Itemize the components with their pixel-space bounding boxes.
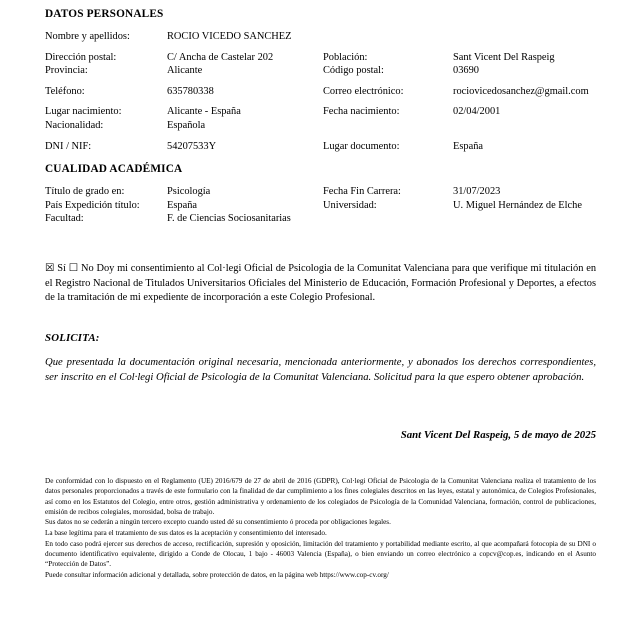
legal-paragraph: En todo caso podrá ejercer sus derechos de acceso, rectificación, supresión y oposición, limitación del tratamiento y portabilidad mediante escrito, al que acompañará fotocopia de su DNI o documento identificativo equivalente, dirigido a Conde de Olocau, 1 bajo - 46003 Valencia (España), o bien enviando un correo electrónico a copcv@cop.es, indicando en el Asunto “Protección de Datos”.: [45, 539, 596, 569]
field-label: Título de grado en:: [45, 186, 125, 198]
field-label: [323, 119, 453, 133]
field-label: Nacionalidad:: [45, 119, 104, 131]
field-label: [323, 212, 453, 226]
signature-date: Sant Vicent Del Raspeig, 5 de mayo de 2025: [400, 429, 596, 442]
field-value: Española: [167, 119, 206, 131]
field-row: [45, 30, 605, 44]
field-row: [45, 185, 605, 199]
consent-checkbox-no[interactable]: ☐: [68, 262, 79, 274]
field-row: [45, 85, 605, 99]
field-label: Población:: [323, 51, 368, 63]
field-label: Fecha nacimiento:: [323, 106, 400, 118]
section-heading-academic: CUALIDAD ACADÉMICA: [45, 163, 183, 176]
field-value: Sant Vicent Del Raspeig: [453, 51, 555, 63]
field-value: ROCIO VICEDO SANCHEZ: [167, 31, 292, 42]
consent-paragraph: [45, 262, 596, 306]
consent-label-yes-text: Sí: [57, 262, 66, 274]
field-value: U. Miguel Hernández de Elche: [453, 199, 582, 211]
field-label: Provincia:: [45, 65, 88, 77]
field-label: Lugar nacimiento:: [45, 106, 122, 118]
consent-text: Doy mi consentimiento al Col·legi Oficial de Psicologia de la Comunitat Valenciana para que verifique mi titulación en el Registro Nacional de Titulados Universitarios Oficiales del Ministerio de Educación, Formación Profesional y Deportes, a efectos de la tramitación de mi expediente de incorporación a este Colegio Profesional.: [45, 262, 597, 304]
legal-paragraph: Sus datos no se cederán a ningún tercero excepto cuando usted dé su consentimiento ó proceda por obligaciones legales.: [45, 518, 391, 527]
field-label: Dirección postal:: [45, 51, 117, 63]
field-value: rociovicedosanchez@gmail.com: [453, 85, 589, 97]
field-value: Alicante - España: [167, 106, 241, 118]
field-label: Teléfono:: [45, 85, 85, 97]
field-label: Facultad:: [45, 213, 84, 225]
academic-data-fields: [45, 185, 605, 226]
legal-fine-print: [45, 476, 596, 580]
field-label: DNI / NIF:: [45, 140, 92, 152]
field-label: Universidad:: [323, 199, 377, 211]
field-label: Lugar documento:: [323, 140, 400, 152]
legal-paragraph: Puede consultar información adicional y detallada, sobre protección de datos, en la página web https://www.cop-cv.org/: [45, 570, 389, 579]
field-row: [45, 119, 605, 133]
section-heading-personal: DATOS PERSONALES: [45, 8, 164, 20]
personal-data-fields: [45, 30, 605, 153]
field-label: Correo electrónico:: [323, 85, 404, 97]
field-row: [45, 51, 605, 65]
field-value: Alicante: [167, 65, 203, 77]
field-value: España: [167, 199, 198, 211]
field-value: 635780338: [167, 85, 214, 97]
field-row: [45, 199, 605, 213]
field-row: [45, 64, 605, 78]
consent-checkbox-yes[interactable]: ☒: [45, 262, 55, 274]
field-row: [45, 212, 605, 226]
field-row: [45, 105, 605, 119]
legal-paragraph: De conformidad con lo dispuesto en el Reglamento (UE) 2016/679 de 27 de abril de 2016 (GDPR), Col·legi Oficial de Psicologia de la Comunitat Valenciana realiza el tratamiento de los datos personales proporcionados a través de este formulario con la finalidad de dar cumplimiento a los fines colegiales descritos en las leyes, estatal y autonómica, de Colegios Profesionales, así como en los Estatutos del Colegio, entre otros, gestión administrativa y ordenamiento de los colegiados de Psicología de la Comunidad Valenciana, formación, control de publicaciones, emisión de recibos colegiales, morosidad, bolsa de trabajo.: [45, 477, 596, 516]
field-label: Código postal:: [323, 65, 384, 77]
field-value: España: [453, 140, 484, 152]
solicita-body-text: Que presentada la documentación original necesaria, mencionada anteriormente, y abonados los derechos correspondientes, ser inscrito en el Col·legi Oficial de Psicologia de la Comunitat Valenciana. Solicitud para la que espero obtener aprobación.: [45, 355, 596, 383]
field-value: C/ Ancha de Castelar 202: [167, 51, 274, 63]
consent-label-no-text: No: [80, 262, 94, 274]
field-value: 03690: [453, 65, 479, 77]
field-label: País Expedición título:: [45, 199, 140, 211]
field-label: [323, 30, 453, 44]
field-label: Nombre y apellidos:: [45, 31, 130, 42]
field-value: F. de Ciencias Sociosanitarias: [167, 213, 291, 225]
solicita-heading: SOLICITA:: [45, 331, 100, 344]
field-row: [45, 140, 605, 154]
legal-paragraph: La base legítima para el tratamiento de sus datos es la aceptación y consentimiento del interesado.: [45, 529, 327, 538]
field-value: 02/04/2001: [453, 106, 501, 118]
field-value: 54207533Y: [167, 140, 217, 152]
field-value: Psicología: [167, 186, 211, 198]
field-value: 31/07/2023: [453, 186, 501, 198]
field-label: Fecha Fin Carrera:: [323, 186, 401, 198]
